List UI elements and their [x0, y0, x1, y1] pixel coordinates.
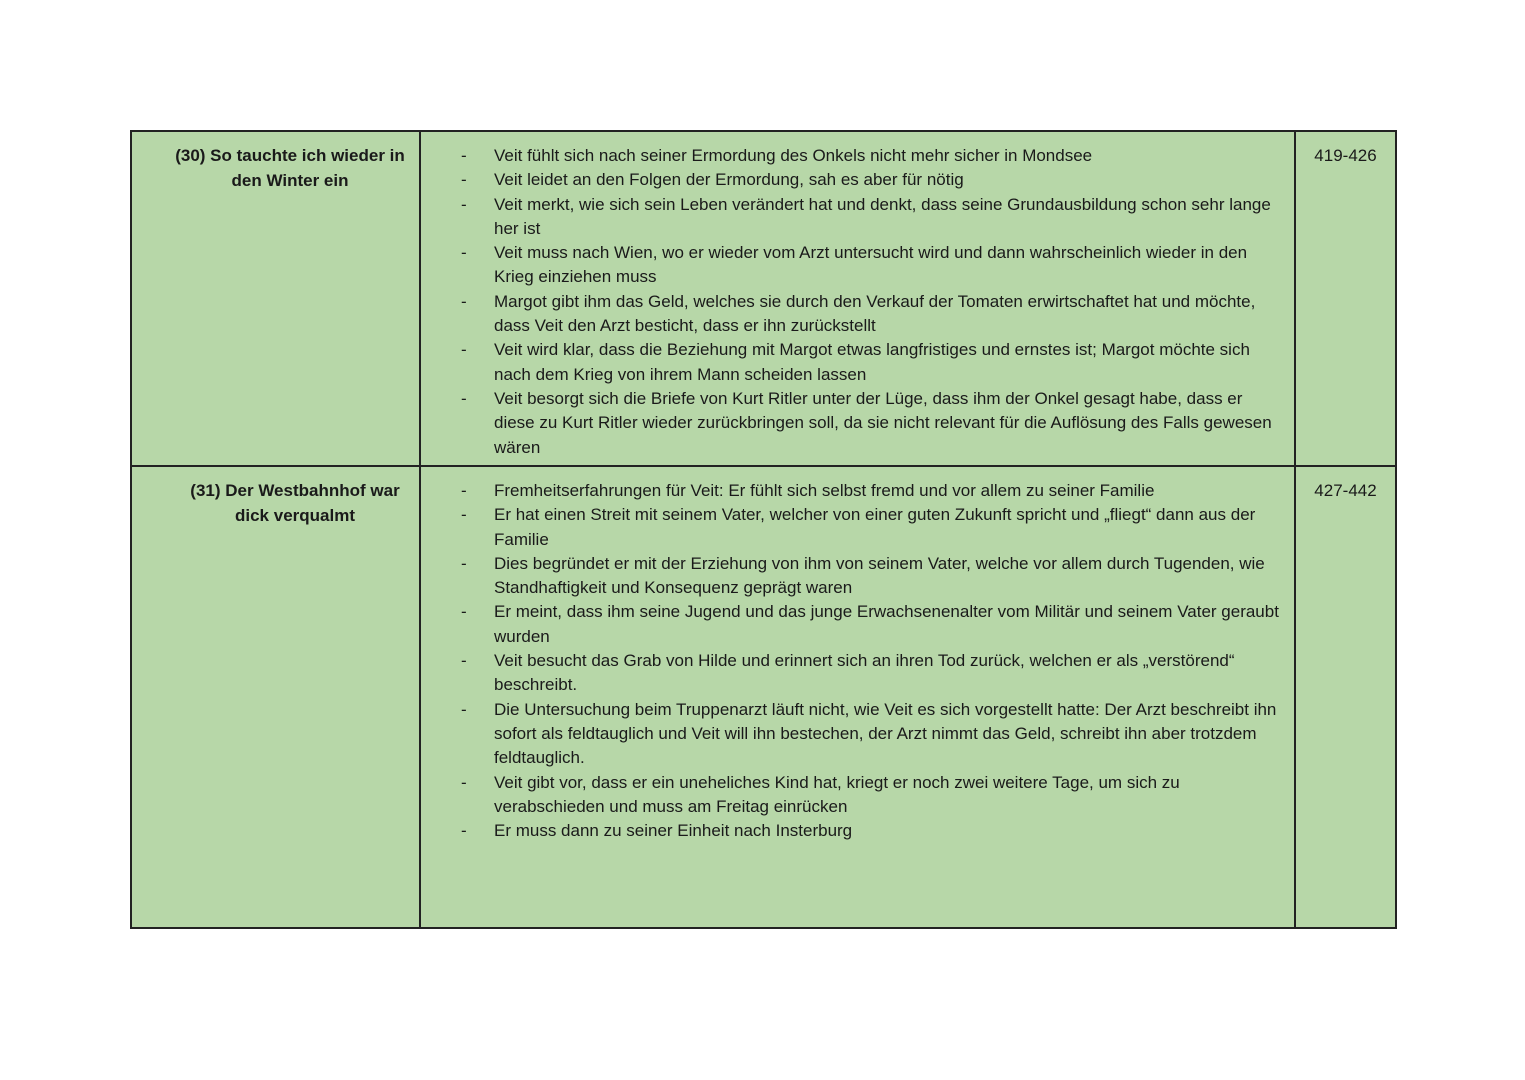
- page-range: 427-442: [1314, 481, 1377, 500]
- list-item: - Veit wird klar, dass die Beziehung mit Margot etwas langfristiges und ernstes ist; Margot möchte sich nach dem Krieg von ihrem Mann scheiden lassen: [421, 338, 1284, 387]
- chapter-summary-table: [130, 130, 1397, 929]
- chapter-content-cell: [420, 466, 1295, 928]
- summary-list: [421, 467, 1294, 843]
- page-range: 419-426: [1314, 146, 1377, 165]
- table-row: [131, 466, 1396, 928]
- list-item: - Fremheitserfahrungen für Veit: Er fühlt sich selbst fremd und vor allem zu seiner Familie: [421, 479, 1284, 503]
- list-item: - Veit gibt vor, dass er ein uneheliches Kind hat, kriegt er noch zwei weitere Tage, um sich zu verabschieden und muss am Freitag einrücken: [421, 771, 1284, 820]
- list-item: - Veit merkt, wie sich sein Leben verändert hat und denkt, dass seine Grundausbildung schon sehr lange her ist: [421, 193, 1284, 242]
- list-item: - Veit leidet an den Folgen der Ermordung, sah es aber für nötig: [421, 168, 1284, 192]
- list-item: - Die Untersuchung beim Truppenarzt läuft nicht, wie Veit es sich vorgestellt hatte: Der Arzt beschreibt ihn sofort als feldtauglich und Veit will ihn bestechen, der Arzt nimmt das Geld, schreibt ihn aber trotzdem feldtauglich.: [421, 698, 1284, 771]
- page-range-cell: [1295, 131, 1396, 466]
- list-item: - Veit besorgt sich die Briefe von Kurt Ritler unter der Lüge, dass ihm der Onkel gesagt habe, dass er diese zu Kurt Ritler wieder zurückbringen soll, da sie nicht relevant für die Auflösung des Falls gewesen wären: [421, 387, 1284, 460]
- chapter-title: (31) Der Westbahnhof war dick verqualmt: [190, 481, 400, 525]
- chapter-content-cell: [420, 131, 1295, 466]
- list-item: - Veit besucht das Grab von Hilde und erinnert sich an ihren Tod zurück, welchen er als „verstörend“ beschreibt.: [421, 649, 1284, 698]
- list-item: - Veit muss nach Wien, wo er wieder vom Arzt untersucht wird und dann wahrscheinlich wieder in den Krieg einziehen muss: [421, 241, 1284, 290]
- list-item: - Dies begründet er mit der Erziehung von ihm von seinem Vater, welche vor allem durch Tugenden, wie Standhaftigkeit und Konsequenz geprägt waren: [421, 552, 1284, 601]
- list-item: - Margot gibt ihm das Geld, welches sie durch den Verkauf der Tomaten erwirtschaftet hat und möchte, dass Veit den Arzt besticht, dass er ihn zurückstellt: [421, 290, 1284, 339]
- table-row: [131, 131, 1396, 466]
- chapter-title: (30) So tauchte ich wieder in den Winter ein: [175, 146, 405, 190]
- list-item: - Er muss dann zu seiner Einheit nach Insterburg: [421, 819, 1284, 843]
- page-range-cell: [1295, 466, 1396, 928]
- list-item: - Er hat einen Streit mit seinem Vater, welcher von einer guten Zukunft spricht und „fliegt“ dann aus der Familie: [421, 503, 1284, 552]
- summary-list: [421, 132, 1294, 460]
- chapter-title-cell: [131, 466, 420, 928]
- list-item: - Veit fühlt sich nach seiner Ermordung des Onkels nicht mehr sicher in Mondsee: [421, 144, 1284, 168]
- list-item: - Er meint, dass ihm seine Jugend und das junge Erwachsenenalter vom Militär und seinem Vater geraubt wurden: [421, 600, 1284, 649]
- chapter-title-cell: [131, 131, 420, 466]
